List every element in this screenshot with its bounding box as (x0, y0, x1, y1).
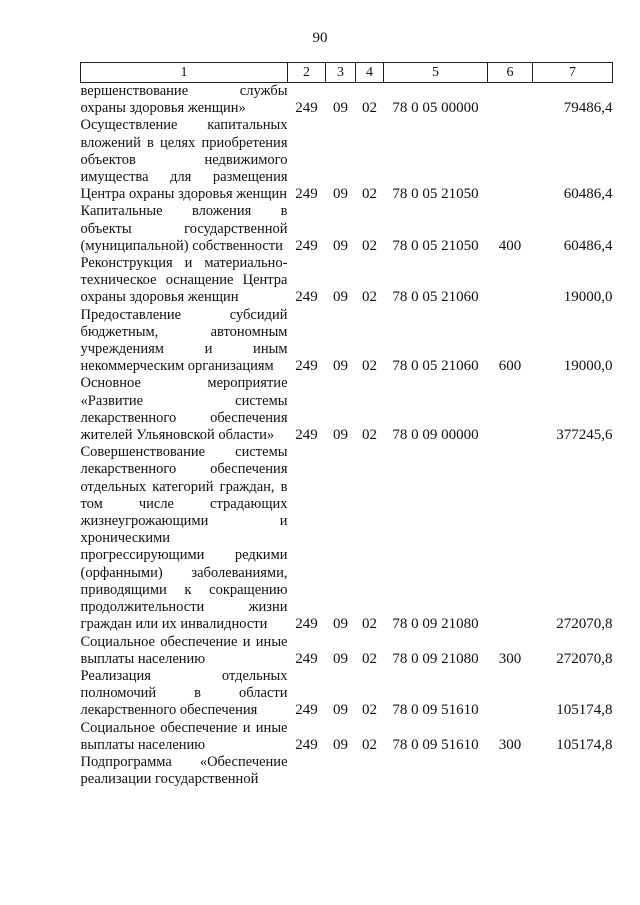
row-expense-type (488, 375, 533, 444)
header-col-1: 1 (81, 63, 288, 83)
row-ministry-code: 249 (295, 702, 318, 719)
row-target-article: 78 0 09 00000 (392, 427, 479, 444)
table-row (81, 203, 613, 255)
row-amount: 272070,8 (556, 650, 613, 667)
row-subsection (356, 754, 384, 788)
row-subsection: 02 (362, 702, 377, 719)
row-amount: 19000,0 (563, 358, 613, 375)
row-description: Основное мероприятие «Развитие системы лекарственного обеспечения жителей Ульяновской области» (80, 375, 288, 444)
row-ministry-code: 249 (295, 186, 318, 203)
row-expense-type (488, 754, 533, 788)
row-target-article: 78 0 05 21060 (392, 358, 479, 375)
row-amount: 377245,6 (556, 427, 613, 444)
row-expense-type (488, 255, 533, 307)
row-subsection: 02 (362, 427, 377, 444)
row-expense-type (488, 668, 533, 720)
row-subsection: 02 (362, 736, 377, 753)
row-target-article (384, 754, 488, 788)
row-expense-type: 600 (498, 358, 522, 375)
row-section: 09 (333, 427, 348, 444)
table-row (81, 307, 613, 376)
row-target-article: 78 0 09 51610 (392, 702, 479, 719)
row-ministry-code: 249 (295, 100, 318, 117)
row-ministry-code: 249 (295, 289, 318, 306)
table-row (81, 720, 613, 754)
header-col-2: 2 (288, 63, 326, 83)
row-subsection: 02 (362, 237, 377, 254)
page-number: 90 (312, 30, 328, 46)
table-row (81, 668, 613, 720)
row-target-article: 78 0 09 51610 (392, 736, 479, 753)
row-ministry-code: 249 (295, 650, 318, 667)
table-row (81, 754, 613, 788)
header-col-6: 6 (488, 63, 533, 83)
row-section: 09 (333, 186, 348, 203)
row-ministry-code: 249 (295, 736, 318, 753)
row-description: Реализация отдельных полномочий в области лекарственного обеспечения (80, 667, 288, 719)
row-section (326, 754, 356, 788)
row-ministry-code: 249 (295, 358, 318, 375)
row-expense-type (488, 444, 533, 633)
row-section: 09 (333, 650, 348, 667)
row-subsection: 02 (362, 650, 377, 667)
row-subsection: 02 (362, 100, 377, 117)
row-expense-type: 300 (498, 736, 522, 753)
row-subsection: 02 (362, 616, 377, 633)
row-target-article: 78 0 05 21050 (392, 237, 479, 254)
row-section: 09 (333, 736, 348, 753)
row-amount (533, 754, 613, 788)
row-amount: 60486,4 (563, 237, 613, 254)
row-description: Совершенствование системы лекарственного обеспечения отдельных категорий граждан, в том числе страдающих жизнеугрожающими и хроническими прогрессирующими редкими (орфанными) заболеваниями, приводящими к сокращению продолжительности жизни граждан или их инвалидности (80, 444, 288, 633)
table-row (81, 117, 613, 203)
row-amount: 105174,8 (556, 736, 613, 753)
row-expense-type: 300 (498, 650, 522, 667)
row-target-article: 78 0 05 21060 (392, 289, 479, 306)
row-expense-type (488, 117, 533, 203)
table-row (81, 255, 613, 307)
row-subsection: 02 (362, 289, 377, 306)
row-target-article: 78 0 05 00000 (392, 100, 479, 117)
header-col-5: 5 (384, 63, 488, 83)
row-description: Реконструкция и материально-техническое оснащение Центра охраны здоровья женщин (80, 255, 288, 306)
row-description: Подпрограмма «Обеспечение реализации государственной (80, 753, 288, 788)
row-ministry-code (288, 754, 326, 788)
table-row (81, 634, 613, 668)
row-ministry-code: 249 (295, 237, 318, 254)
row-target-article: 78 0 09 21080 (392, 650, 479, 667)
header-col-4: 4 (356, 63, 384, 83)
budget-table (80, 62, 613, 788)
row-amount: 60486,4 (563, 186, 613, 203)
header-row (81, 63, 613, 83)
row-description: Социальное обеспечение и иные выплаты населению (80, 633, 288, 667)
table-row (81, 83, 613, 118)
row-description: вершенствование службы охраны здоровья женщин» (80, 83, 288, 117)
row-expense-type: 400 (498, 237, 522, 254)
row-description: Социальное обеспечение и иные выплаты населению (80, 719, 288, 753)
row-expense-type (488, 83, 533, 118)
table-row (81, 375, 613, 444)
row-amount: 19000,0 (563, 289, 613, 306)
row-description: Осуществление капитальных вложений в целях приобретения объектов недвижимого имущества для размещения Центра охраны здоровья женщин (80, 117, 288, 203)
header-col-3: 3 (326, 63, 356, 83)
row-ministry-code: 249 (295, 427, 318, 444)
table-row (81, 444, 613, 633)
row-section: 09 (333, 616, 348, 633)
row-target-article: 78 0 09 21080 (392, 616, 479, 633)
header-col-7: 7 (533, 63, 613, 83)
row-section: 09 (333, 100, 348, 117)
row-section: 09 (333, 702, 348, 719)
row-subsection: 02 (362, 358, 377, 375)
row-description: Капитальные вложения в объекты государственной (муниципальной) собственности (80, 203, 288, 254)
row-section: 09 (333, 358, 348, 375)
row-target-article: 78 0 05 21050 (392, 186, 479, 203)
row-section: 09 (333, 237, 348, 254)
row-amount: 105174,8 (556, 702, 613, 719)
row-section: 09 (333, 289, 348, 306)
row-ministry-code: 249 (295, 616, 318, 633)
row-description: Предоставление субсидий бюджетным, автономным учреждениям и иным некоммерческим организациям (80, 306, 288, 375)
row-amount: 272070,8 (556, 616, 613, 633)
row-subsection: 02 (362, 186, 377, 203)
row-amount: 79486,4 (563, 100, 613, 117)
